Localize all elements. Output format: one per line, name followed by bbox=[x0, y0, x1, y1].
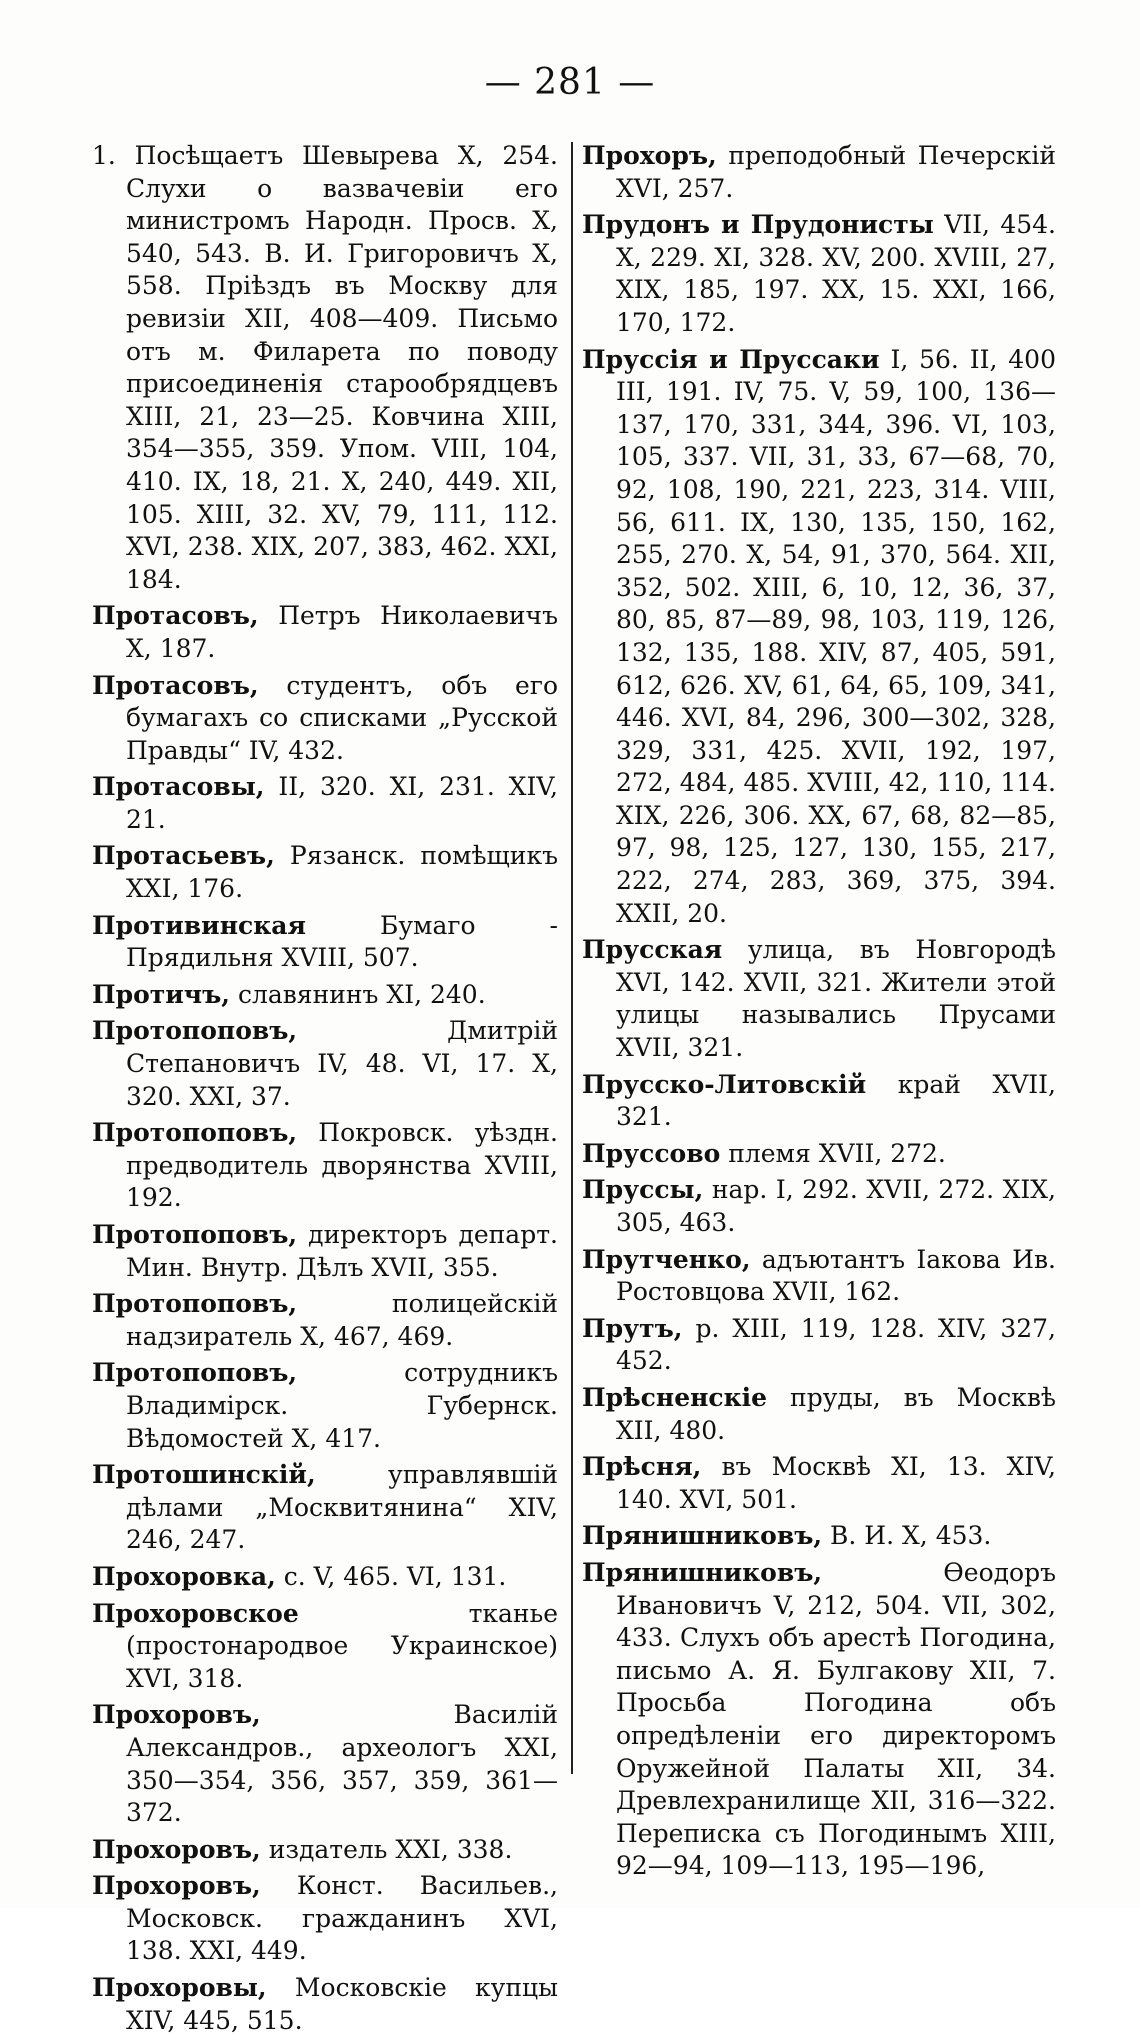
index-entry: Прутъ, р. XIII, 119, 128. XIV, 327, 452. bbox=[582, 1313, 1056, 1376]
index-entry: Протасовъ, Петръ Николаевичъ X, 187. bbox=[92, 601, 558, 663]
index-entry: Протопоповъ, директоръ департ. Мин. Внутр. Дѣлъ XVII, 355. bbox=[92, 1220, 558, 1282]
index-entry: Прохоровы, Московскіе купцы XIV, 445, 515. bbox=[92, 1973, 558, 2035]
index-entry: Протопоповъ, Дмитрій Степановичъ IV, 48. VI, 17. X, 320. XXI, 37. bbox=[92, 1016, 558, 1111]
index-entry: Протичъ, славянинъ XI, 240. bbox=[92, 979, 486, 1009]
index-entry: Прянишниковъ, Ѳеодоръ Ивановичъ V, 212, 504. VII, 302, 433. Слухъ объ арестѣ Погодина, письмо А. Я. Булгакову XII, 7. Просьба Погодина объ опредѣленіи его директоромъ Оружейной Палаты XII, 34. Древлехранилище XII, 316—322. Переписка съ Погодинымъ XIII, 92—94, 109—113, 195—196, bbox=[582, 1557, 1056, 1881]
index-entry: Пруссія и Пруссаки I, 56. II, 400 III, 191. IV, 75. V, 59, 100, 136—137, 170, 331, 344, 396. VI, 103, 105, 337. VII, 31, 33, 67—68, 70, 92, 108, 190, 221, 223, 314. VIII, 56, 611. IX, 130, 135, 150, 162, 255, 270. X, 54, 91, 370, 564. XII, 352, 502. XIII, 6, 10, 12, 36, 37, 80, 85, 87—89, 98, 103, 119, 126, 132, 135, 188. XIV, 87, 405, 591, 612, 626. XV, 61, 64, 65, 109, 341, 446. XVI, 84, 296, 300—302, 328, 329, 331, 425. XVII, 192, 197, 272, 484, 485. XVIII, 42, 110, 114. XIX, 226, 306. XX, 67, 68, 82—85, 97, 98, 125, 127, 130, 155, 217, 222, 274, 283, 369, 375, 394. XXII, 20. bbox=[582, 344, 1056, 928]
index-entry: Прохоровъ, Василій Александров., археологъ XXI, 350—354, 356, 357, 359, 361—372. bbox=[92, 1700, 558, 1828]
index-entry: Прѣсненскіе пруды, въ Москвѣ XII, 480. bbox=[582, 1382, 1056, 1445]
page-number: — 281 — bbox=[484, 62, 656, 103]
index-entry: Пруссово племя XVII, 272. bbox=[582, 1138, 946, 1168]
index-entry: Протасовы, II, 320. XI, 231. XIV, 21. bbox=[92, 772, 558, 834]
index-entry: Протопоповъ, Покровск. уѣздн. предводитель дворянства XVIII, 192. bbox=[92, 1118, 558, 1213]
index-entry: Прусско-Литовскій край XVII, 321. bbox=[582, 1069, 1056, 1132]
index-entry: Протасовъ, студентъ, объ его бумагахъ со списками „Русской Правды“ IV, 432. bbox=[92, 670, 559, 765]
index-entry: Прусская улица, въ Новгородѣ XVI, 142. XVII, 321. Жители этой улицы назывались Прусами XVII, 321. bbox=[582, 935, 1056, 1063]
index-entry: Прохоровка, с. V, 465. VI, 131. bbox=[92, 1561, 507, 1591]
index-entry: Прохоровъ, издатель XXI, 338. bbox=[92, 1834, 513, 1864]
index-entry: 1. Посѣщаетъ Шевырева X, 254. Слухи о вазвачевіи его министромъ Народн. Просв. X, 540, 543. В. И. Григоровичъ X, 558. Пріѣздъ въ Москву для ревизіи XII, 408—409. Письмо отъ м. Филарета по поводу присоединенія старообрядцевъ XIII, 21, 23—25. Ковчина XIII, 354—355, 359. Упом. VIII, 104, 410. IX, 18, 21. X, 240, 449. XII, 105. XIII, 32. XV, 79, 111, 112. XVI, 238. XIX, 207, 383, 462. XXI, 184. bbox=[92, 141, 558, 594]
index-entry: Прохоръ, преподобный Печерскій XVI, 257. bbox=[582, 141, 1056, 203]
index-entry: Прохоровъ, Конст. Васильев., Московск. гражданинъ XVI, 138. XXI, 449. bbox=[92, 1871, 558, 1966]
index-entry: Прудонъ и Прудонисты VII, 454. X, 229. XI, 328. XV, 200. XVIII, 27, XIX, 185, 197. XX, 15. XXI, 166, 170, 172. bbox=[582, 210, 1056, 337]
index-entry: Протошинскій, управлявшій дѣлами „Москвитянина“ XIV, 246, 247. bbox=[92, 1460, 558, 1555]
index-entry: Протопоповъ, полицейскій надзиратель X, 467, 469. bbox=[92, 1289, 558, 1351]
index-entry: Пруссы, нар. I, 292. XVII, 272. XIX, 305, 463. bbox=[582, 1175, 1056, 1237]
index-entry: Прохоровское тканье (простонародвое Украинское) XVI, 318. bbox=[92, 1598, 558, 1693]
index-entry: Протасьевъ, Рязанск. помѣщикъ XXI, 176. bbox=[92, 841, 558, 904]
right-column bbox=[582, 140, 1056, 1887]
index-entry: Прѣсня, въ Москвѣ XI, 13. XIV, 140. XVI, 501. bbox=[582, 1452, 1056, 1514]
index-entry: Протопоповъ, сотрудникъ Владимірск. Губернск. Вѣдомостей X, 417. bbox=[92, 1358, 558, 1453]
index-entry: Противинская Бумаго - Прядильня XVIII, 507. bbox=[92, 910, 558, 973]
column-divider bbox=[571, 142, 573, 1774]
index-entry: Прянишниковъ, В. И. X, 453. bbox=[582, 1521, 992, 1551]
index-entry: Прутченко, адъютантъ Іакова Ив. Ростовцова XVII, 162. bbox=[582, 1244, 1056, 1307]
left-column bbox=[92, 140, 558, 2041]
